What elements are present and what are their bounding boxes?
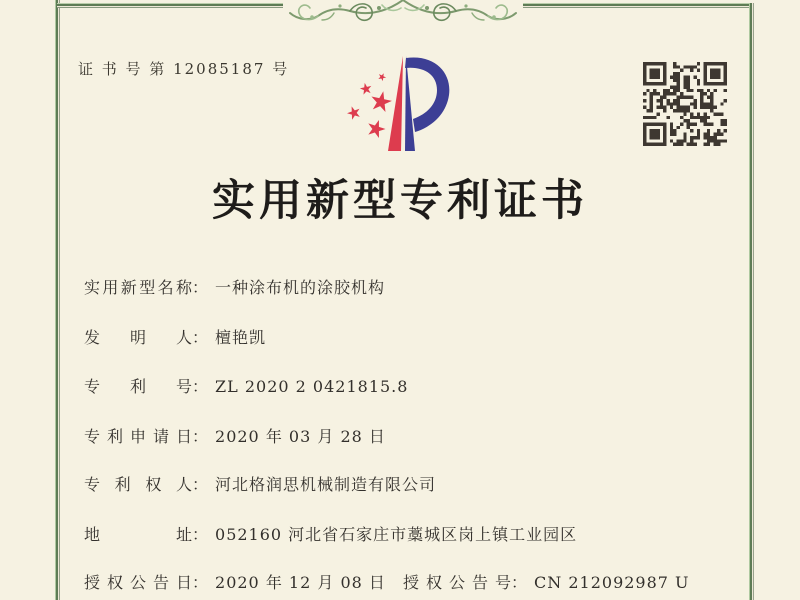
cnipa-patent-logo-icon xyxy=(339,46,455,156)
field-label: 授权公告日 xyxy=(84,573,192,592)
field-colon: ： xyxy=(192,427,209,446)
floral-flourish-icon xyxy=(282,0,524,22)
field-row-patentee xyxy=(84,474,436,496)
frame-right-border xyxy=(749,3,754,600)
field-row-grant xyxy=(84,572,690,594)
grant-number-group xyxy=(403,572,690,594)
grant-date-group xyxy=(84,573,386,592)
frame-top-border-right xyxy=(523,3,749,8)
field-value: ZL 2020 2 0421815.8 xyxy=(215,377,409,396)
field-value: 2020 年 03 月 28 日 xyxy=(215,427,386,446)
field-colon: ： xyxy=(192,377,209,396)
field-value: CN 212092987 U xyxy=(534,573,690,592)
certificate-title: 实用新型专利证书 xyxy=(212,176,588,226)
field-row-patent-number xyxy=(84,376,408,398)
field-label: 专利号 xyxy=(84,377,192,396)
qr-code xyxy=(643,62,727,146)
field-label: 授权公告号 xyxy=(403,573,511,592)
field-value: 檀艳凯 xyxy=(215,328,267,347)
field-label: 专利权人 xyxy=(84,475,192,494)
field-colon: ： xyxy=(192,328,209,347)
field-value: 河北格润思机械制造有限公司 xyxy=(215,475,437,494)
field-row-name xyxy=(84,277,385,299)
field-label: 发明人 xyxy=(84,328,192,347)
field-value: 一种涂布机的涂胶机构 xyxy=(215,278,386,297)
field-colon: ： xyxy=(511,573,528,592)
frame-top-border-left xyxy=(57,3,283,8)
field-row-filing-date xyxy=(84,426,386,448)
field-colon: ： xyxy=(192,475,209,494)
field-colon: ： xyxy=(192,278,209,297)
field-value: 2020 年 12 月 08 日 xyxy=(215,573,386,592)
field-colon: ： xyxy=(192,525,209,544)
field-row-address xyxy=(84,524,577,546)
field-colon: ： xyxy=(192,573,209,592)
frame-left-border xyxy=(55,0,60,600)
field-value: 052160 河北省石家庄市藁城区岗上镇工业园区 xyxy=(215,525,578,544)
field-label: 地址 xyxy=(84,525,192,544)
certificate-number: 证 书 号 第 12085187 号 xyxy=(78,60,290,78)
field-row-inventor xyxy=(84,327,266,349)
field-label: 实用新型名称 xyxy=(84,278,192,297)
field-label: 专利申请日 xyxy=(84,427,192,446)
